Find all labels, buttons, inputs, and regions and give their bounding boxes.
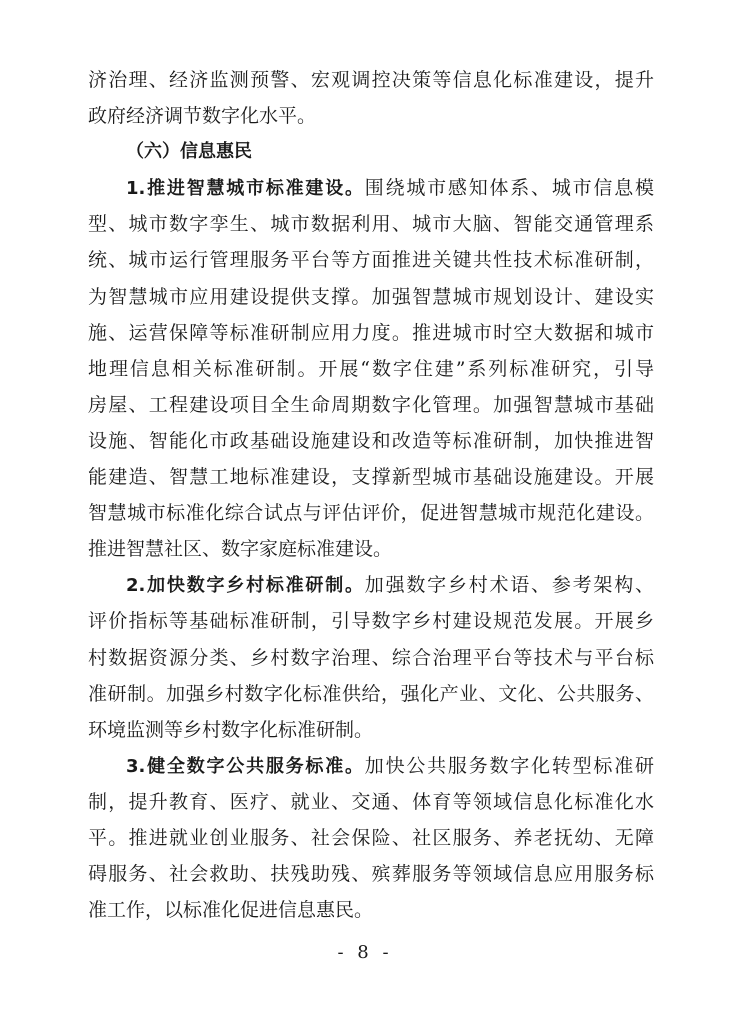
paragraph-digital-village	[88, 567, 654, 747]
text-line: 碍服务、社会救助、扶残助残、殡葬服务等领域信息应用服务标	[88, 863, 654, 886]
text-line: 济治理、经济监测预警、宏观调控决策等信息化标准建设，提升	[88, 69, 654, 91]
text-line: 智慧城市标准化综合试点与评估评价，促进智慧城市规范化建设。	[88, 502, 654, 525]
text-line: 村数据资源分类、乡村数字治理、综合治理平台等技术与平台标	[88, 646, 654, 669]
text-line	[88, 567, 654, 603]
text-span: 围绕城市感知体系、城市信息模	[364, 177, 654, 200]
text-line: 推进智慧社区、数字家庭标准建设。	[88, 538, 393, 561]
text-span: 加快公共服务数字化转型标准研	[364, 754, 654, 777]
text-line: 为智慧城市应用建设提供支撑。加强智慧城市规划设计、建设实	[88, 285, 654, 308]
text-span: 加强数字乡村术语、参考架构、	[364, 574, 654, 597]
text-line: 政府经济调节数字化水平。	[88, 105, 317, 128]
text-line: 房屋、工程建设项目全生命周期数字化管理。加强智慧城市基础	[88, 393, 654, 416]
text-line: 平。推进就业创业服务、社会保险、社区服务、养老抚幼、无障	[88, 826, 654, 849]
text-line: 环境监测等乡村数字化标准研制。	[88, 718, 374, 741]
text-line: 评价指标等基础标准研制，引导数字乡村建设规范发展。开展乡	[88, 610, 654, 633]
text-line: 统、城市运行管理服务平台等方面推进关键共性技术标准研制，	[88, 249, 654, 272]
section-heading: （六）信息惠民	[126, 141, 252, 163]
page-number: - 8 -	[337, 942, 393, 963]
text-line: 设施、智能化市政基础设施建设和改造等标准研制，加快推进智	[88, 429, 654, 452]
paragraph-public-service	[88, 748, 654, 928]
text-line	[88, 748, 654, 784]
document-body	[88, 62, 654, 928]
text-line: 能建造、智慧工地标准建设，支撑新型城市基础设施建设。开展	[88, 466, 654, 489]
paragraph-title: 1.推进智慧城市标准建设。	[126, 178, 365, 200]
text-line	[88, 170, 654, 206]
text-line: 制，提升教育、医疗、就业、交通、体育等领域信息化标准化水	[88, 790, 654, 813]
paragraph-title: 3.健全数字公共服务标准。	[126, 755, 365, 777]
paragraph-title: 2.加快数字乡村标准研制。	[126, 575, 365, 597]
text-line: 准工作，以标准化促进信息惠民。	[88, 899, 374, 922]
paragraph-smart-city	[88, 170, 654, 567]
text-line: 施、运营保障等标准研制应用力度。推进城市时空大数据和城市	[88, 321, 654, 344]
text-line: 型、城市数字孪生、城市数据利用、城市大脑、智能交通管理系	[88, 213, 654, 236]
text-line: 地理信息相关标准研制。开展“数字住建”系列标准研究，引导	[88, 357, 654, 380]
intro-paragraph	[88, 62, 654, 134]
text-line: 准研制。加强乡村数字化标准供给，强化产业、文化、公共服务、	[88, 682, 654, 705]
